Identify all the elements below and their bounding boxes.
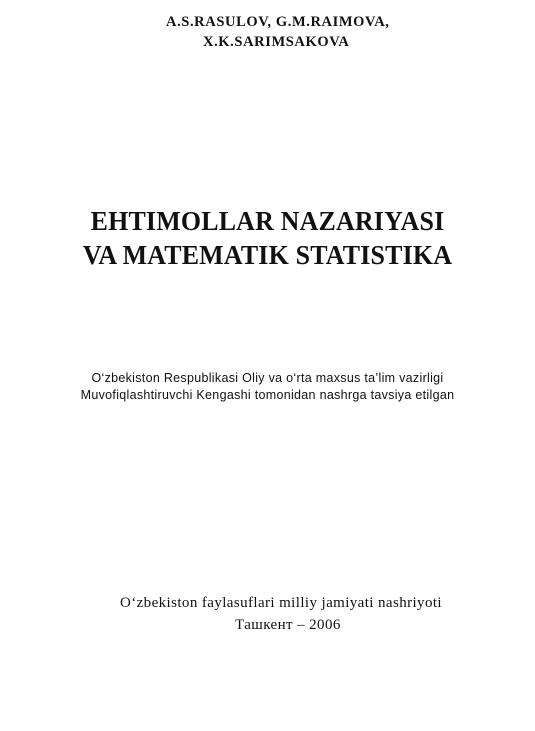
- authors-line-1: A.S.RASULOV, G.M.RAIMOVA,: [166, 14, 390, 30]
- publication-city-year: Ташкент – 2006: [235, 617, 341, 633]
- approval-note-line-2: Muvofiqlashtiruvchi Kengashi tomonidan nashrga tavsiya etilgan: [80, 388, 455, 402]
- authors-line-2: X.K.SARIMSAKOVA: [203, 34, 350, 50]
- approval-note-line-1: O‘zbekiston Respublikasi Oliy va o‘rta maxsus ta’lim vazirligi: [91, 371, 444, 385]
- publisher-name: O‘zbekiston faylasuflari milliy jamiyati nashriyoti: [120, 595, 442, 611]
- book-title: [11, 204, 525, 272]
- approval-note: [0, 370, 535, 404]
- book-title-line-1: EHTIMOLLAR NAZARIYASI: [90, 206, 445, 236]
- book-title-line-2: VA MATEMATIK STATISTIKA: [82, 240, 453, 270]
